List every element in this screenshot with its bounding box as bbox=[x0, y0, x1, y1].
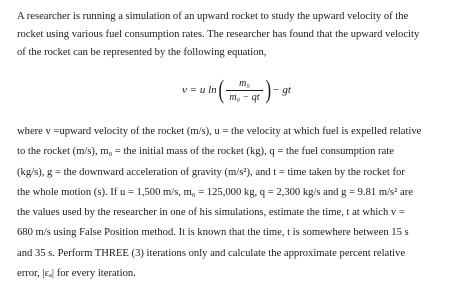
text-line: of the rocket can be represented by the following equation, bbox=[17, 47, 267, 58]
right-paren: ) bbox=[265, 75, 271, 104]
fraction-numerator: m₀ bbox=[239, 77, 250, 89]
body-paragraph bbox=[17, 122, 456, 284]
text-line: and 35 s. Perform THREE (3) iterations only and calculate the approximate percent relative bbox=[17, 247, 406, 259]
left-paren: ( bbox=[218, 75, 224, 104]
intro-paragraph bbox=[17, 8, 456, 62]
text-line: the values used by the researcher in one of his simulations, estimate the time, t at which v = bbox=[17, 207, 405, 219]
text-line: A researcher is running a simulation of an upward rocket to study the upward velocity of the bbox=[17, 11, 409, 22]
text-line: to the rocket (m/s), m₀ = the initial mass of the rocket (kg), q = the fuel consumption rate bbox=[17, 146, 394, 158]
equation-rhs: − gt bbox=[272, 84, 291, 96]
text-line: 680 m/s using False Position method. It is known that the time, t is somewhere between 15 s bbox=[17, 227, 409, 239]
text-line: (kg/s), g = the downward acceleration of gravity (m/s²), and t = time taken by the rocket for bbox=[17, 166, 405, 178]
text-line: where v =upward velocity of the rocket (m/s), u = the velocity at which fuel is expelled relative bbox=[17, 126, 422, 137]
equation-lhs: v = u ln bbox=[182, 84, 217, 96]
text-line: rocket using various fuel consumption rates. The researcher has found that the upward velocity bbox=[17, 29, 420, 40]
equation-fraction bbox=[226, 78, 262, 103]
fraction-denominator: m₀ − qt bbox=[226, 90, 262, 103]
text-line: the whole motion (s). If u = 1,500 m/s, m₀ = 125,000 kg, q = 2,300 kg/s and g = 9.81 m/s² are bbox=[17, 186, 413, 198]
velocity-equation bbox=[17, 68, 456, 112]
text-line: error, |εₐ| for every iteration. bbox=[17, 268, 136, 280]
